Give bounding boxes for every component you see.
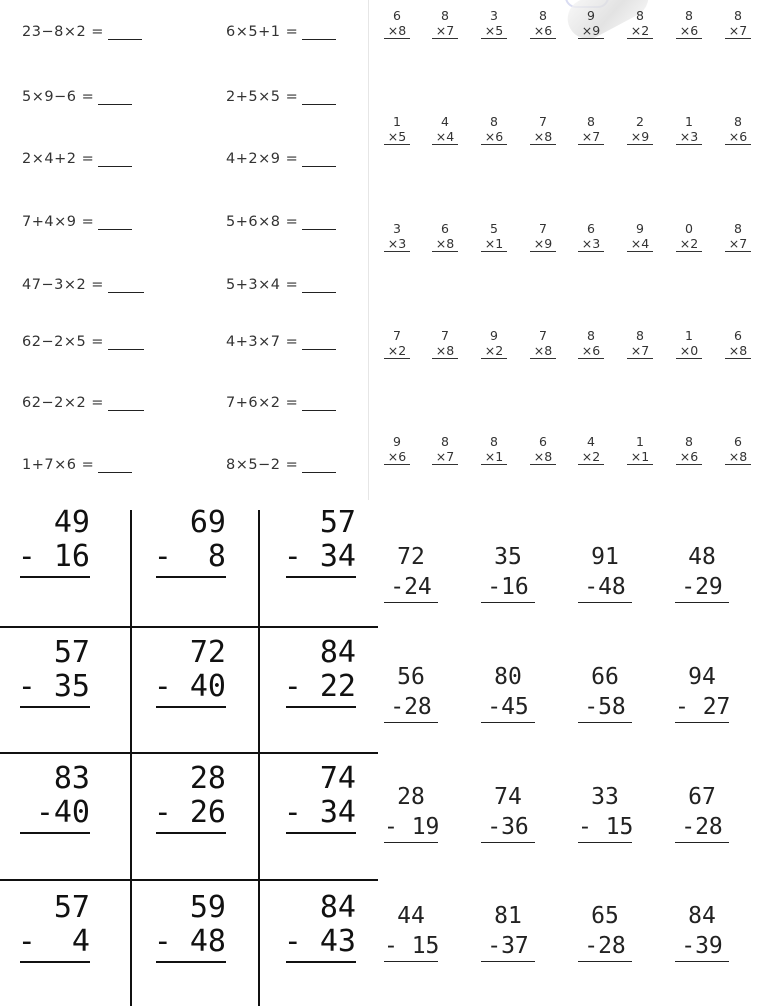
multiplication-problem: [725, 434, 751, 465]
multiplication-problem: [725, 328, 751, 359]
subtraction-problem: [384, 901, 438, 962]
minuend: 59: [189, 890, 226, 925]
subtrahend: -36: [481, 812, 535, 843]
multiplier: ×6: [676, 449, 702, 465]
minuend: 74: [319, 761, 356, 796]
multiplier: ×8: [725, 449, 751, 465]
multiplication-problem: [432, 328, 458, 359]
multiplier: ×2: [627, 23, 653, 39]
equation-text: 62−2×2 =: [22, 395, 104, 411]
answer-blank[interactable]: [98, 88, 132, 105]
subtrahend: - 34: [283, 539, 356, 574]
equation-right-4: [226, 213, 336, 230]
minuend: 72: [189, 635, 226, 670]
multiplier: ×7: [725, 236, 751, 252]
grid-line-horizontal-2: [0, 752, 378, 754]
multiplication-problem: [530, 114, 556, 145]
multiplier: ×2: [384, 343, 410, 359]
equation-text: 7+4×9 =: [22, 214, 95, 230]
answer-line[interactable]: [20, 832, 90, 834]
multiplicand: 9: [636, 221, 644, 236]
subtrahend: - 4: [17, 924, 90, 959]
subtrahend: - 16: [17, 539, 90, 574]
subtraction-problem: [578, 542, 632, 603]
subtrahend: - 40: [153, 669, 226, 704]
answer-line[interactable]: [156, 961, 226, 963]
multiplication-problem: [481, 8, 507, 39]
equation-text: 2×4+2 =: [22, 151, 95, 167]
equation-left-4: [22, 213, 132, 230]
grid-subtraction-problem: [126, 762, 226, 830]
multiplication-problem: [627, 328, 653, 359]
multiplier: ×8: [530, 129, 556, 145]
multiplicand: 8: [587, 328, 595, 343]
answer-blank[interactable]: [302, 88, 336, 105]
multiplicand: 8: [734, 221, 742, 236]
minuend: 80: [494, 664, 522, 690]
multiplier: ×7: [725, 23, 751, 39]
equation-text: 23−8×2 =: [22, 24, 104, 40]
multiplier: ×1: [481, 449, 507, 465]
subtraction-problem: [675, 901, 729, 962]
multiplicand: 6: [539, 434, 547, 449]
equation-text: 7+6×2 =: [226, 395, 299, 411]
multiplicand: 6: [734, 434, 742, 449]
multiplier: ×9: [578, 23, 604, 39]
multiplication-problem: [725, 8, 751, 39]
multiplicand: 8: [539, 8, 547, 23]
minuend: 57: [319, 505, 356, 540]
multiplicand: 7: [539, 328, 547, 343]
subtraction-problem: [675, 542, 729, 603]
multiplication-problem: [578, 8, 604, 39]
multiplication-worksheet: [368, 0, 768, 500]
multiplication-problem: [384, 114, 410, 145]
grid-line-horizontal-3: [0, 879, 378, 881]
multiplication-problem: [676, 434, 702, 465]
minuend: 48: [688, 544, 716, 570]
multiplicand: 3: [490, 8, 498, 23]
equation-text: 47−3×2 =: [22, 277, 104, 293]
multiplier: ×3: [676, 129, 702, 145]
grid-subtraction-problem: [0, 891, 90, 959]
minuend: 84: [319, 890, 356, 925]
multiplication-problem: [627, 221, 653, 252]
equation-text: 4+3×7 =: [226, 334, 299, 350]
multiplicand: 9: [490, 328, 498, 343]
minuend: 57: [53, 890, 90, 925]
grid-subtraction-problem: [256, 762, 356, 830]
multiplicand: 8: [734, 8, 742, 23]
multiplicand: 8: [441, 434, 449, 449]
multiplier: ×6: [481, 129, 507, 145]
minuend: 35: [494, 544, 522, 570]
multiplicand: 3: [393, 221, 401, 236]
multiplier: ×6: [384, 449, 410, 465]
answer-blank[interactable]: [108, 23, 142, 40]
multiplier: ×6: [578, 343, 604, 359]
grid-subtraction-problem: [126, 506, 226, 574]
subtrahend: - 48: [153, 924, 226, 959]
subtrahend: -39: [675, 931, 729, 962]
multiplication-problem: [432, 114, 458, 145]
multiplicand: 7: [539, 114, 547, 129]
answer-blank[interactable]: [98, 150, 132, 167]
minuend: 91: [591, 544, 619, 570]
multiplicand: 7: [539, 221, 547, 236]
multiplicand: 6: [441, 221, 449, 236]
multiplier: ×4: [432, 129, 458, 145]
subtraction-problem: [675, 662, 729, 723]
equation-text: 5×9−6 =: [22, 89, 95, 105]
answer-line[interactable]: [20, 961, 90, 963]
multiplication-problem: [384, 328, 410, 359]
subtrahend: - 34: [283, 795, 356, 830]
multiplier: ×8: [530, 449, 556, 465]
multiplication-problem: [530, 221, 556, 252]
multiplier: ×4: [627, 236, 653, 252]
subtraction-problem: [481, 662, 535, 723]
multiplier: ×8: [384, 23, 410, 39]
minuend: 84: [319, 635, 356, 670]
multiplication-problem: [627, 434, 653, 465]
multiplication-problem: [725, 114, 751, 145]
equation-right-5: [226, 276, 336, 293]
multiplication-problem: [676, 114, 702, 145]
equation-text: 5+6×8 =: [226, 214, 299, 230]
subtrahend: - 26: [153, 795, 226, 830]
multiplier: ×6: [530, 23, 556, 39]
grid-line-horizontal-1: [0, 626, 378, 628]
grid-subtraction-problem: [0, 636, 90, 704]
multiplication-problem: [578, 221, 604, 252]
multiplicand: 8: [587, 114, 595, 129]
subtraction-problem: [675, 782, 729, 843]
equation-right-1: [226, 23, 336, 40]
multiplier: ×5: [481, 23, 507, 39]
subtrahend: - 27: [675, 692, 729, 723]
grid-subtraction-problem: [126, 636, 226, 704]
equation-right-7: [226, 394, 336, 411]
multiplication-problem: [384, 221, 410, 252]
multiplication-problem: [578, 434, 604, 465]
subtraction-problem: [481, 782, 535, 843]
answer-blank[interactable]: [108, 333, 144, 350]
subtrahend: - 43: [283, 924, 356, 959]
answer-line[interactable]: [156, 706, 226, 708]
subtrahend: -16: [481, 572, 535, 603]
grid-subtraction-problem: [256, 506, 356, 574]
multiplicand: 8: [636, 328, 644, 343]
answer-line[interactable]: [20, 706, 90, 708]
minuend: 67: [688, 784, 716, 810]
subtrahend: - 35: [17, 669, 90, 704]
answer-line[interactable]: [286, 576, 356, 578]
equation-left-6: [22, 333, 144, 350]
answer-blank[interactable]: [98, 213, 132, 230]
multiplier: ×1: [481, 236, 507, 252]
multiplication-problem: [384, 8, 410, 39]
multiplicand: 2: [636, 114, 644, 129]
equation-text: 5+3×4 =: [226, 277, 299, 293]
multiplication-problem: [530, 328, 556, 359]
subtrahend: - 15: [384, 931, 438, 962]
minuend: 94: [688, 664, 716, 690]
multiplication-problem: [432, 434, 458, 465]
minuend: 74: [494, 784, 522, 810]
subtraction-problem: [578, 901, 632, 962]
multiplier: ×7: [578, 129, 604, 145]
multiplicand: 9: [393, 434, 401, 449]
answer-line[interactable]: [286, 706, 356, 708]
equation-text: 4+2×9 =: [226, 151, 299, 167]
multiplication-problem: [530, 434, 556, 465]
multiplier: ×6: [676, 23, 702, 39]
equation-right-2: [226, 88, 336, 105]
multiplicand: 1: [393, 114, 401, 129]
multiplicand: 8: [734, 114, 742, 129]
answer-line[interactable]: [156, 832, 226, 834]
multiplier: ×2: [578, 449, 604, 465]
subtraction-problem: [578, 662, 632, 723]
multiplier: ×5: [384, 129, 410, 145]
grid-subtraction-problem: [256, 891, 356, 959]
minuend: 49: [53, 505, 90, 540]
minuend: 66: [591, 664, 619, 690]
multiplicand: 1: [685, 328, 693, 343]
multiplication-problem: [432, 8, 458, 39]
answer-blank[interactable]: [302, 456, 336, 473]
multiplier: ×3: [578, 236, 604, 252]
multiplicand: 5: [490, 221, 498, 236]
minuend: 84: [688, 903, 716, 929]
multiplication-problem: [676, 328, 702, 359]
answer-blank[interactable]: [108, 276, 144, 293]
equation-left-1: [22, 23, 142, 40]
answer-line[interactable]: [156, 576, 226, 578]
minuend: 44: [397, 903, 425, 929]
multiplication-problem: [627, 114, 653, 145]
grid-subtraction-worksheet: [0, 506, 378, 1006]
subtrahend: - 19: [384, 812, 438, 843]
multiplier: ×2: [481, 343, 507, 359]
answer-blank[interactable]: [108, 394, 144, 411]
subtraction-problem: [384, 782, 438, 843]
multiplication-problem: [481, 434, 507, 465]
answer-blank[interactable]: [302, 394, 336, 411]
subtrahend: -29: [675, 572, 729, 603]
answer-blank[interactable]: [302, 213, 336, 230]
subtrahend: -24: [384, 572, 438, 603]
answer-blank[interactable]: [302, 333, 336, 350]
equation-left-2: [22, 88, 132, 105]
multiplier: ×7: [627, 343, 653, 359]
subtraction-problem: [481, 901, 535, 962]
subtraction-worksheet: [378, 506, 768, 1006]
equation-text: 8×5−2 =: [226, 457, 299, 473]
answer-line[interactable]: [286, 832, 356, 834]
subtraction-problem: [578, 782, 632, 843]
multiplication-problem: [481, 328, 507, 359]
minuend: 28: [189, 761, 226, 796]
minuend: 57: [53, 635, 90, 670]
multiplier: ×8: [432, 343, 458, 359]
multiplication-problem: [481, 114, 507, 145]
multiplicand: 6: [734, 328, 742, 343]
answer-line[interactable]: [20, 576, 90, 578]
multiplier: ×9: [530, 236, 556, 252]
multiplication-problem: [578, 328, 604, 359]
multiplication-problem: [481, 221, 507, 252]
order-of-operations-worksheet: [0, 0, 368, 500]
multiplication-problem: [432, 221, 458, 252]
multiplicand: 8: [636, 8, 644, 23]
subtraction-problem: [481, 542, 535, 603]
multiplicand: 6: [587, 221, 595, 236]
multiplicand: 8: [441, 8, 449, 23]
subtrahend: - 22: [283, 669, 356, 704]
grid-subtraction-problem: [256, 636, 356, 704]
subtrahend: -28: [578, 931, 632, 962]
multiplier: ×8: [432, 236, 458, 252]
multiplication-problem: [725, 221, 751, 252]
multiplier: ×2: [676, 236, 702, 252]
multiplier: ×0: [676, 343, 702, 359]
answer-blank[interactable]: [302, 23, 336, 40]
subtrahend: -28: [675, 812, 729, 843]
minuend: 56: [397, 664, 425, 690]
multiplication-problem: [530, 8, 556, 39]
grid-subtraction-problem: [0, 762, 90, 830]
equation-right-3: [226, 150, 336, 167]
subtrahend: -58: [578, 692, 632, 723]
subtrahend: -48: [578, 572, 632, 603]
multiplicand: 0: [685, 221, 693, 236]
multiplication-problem: [384, 434, 410, 465]
equation-left-7: [22, 394, 144, 411]
equation-left-5: [22, 276, 144, 293]
equation-text: 62−2×5 =: [22, 334, 104, 350]
multiplicand: 4: [587, 434, 595, 449]
multiplication-problem: [676, 8, 702, 39]
grid-subtraction-problem: [0, 506, 90, 574]
multiplier: ×8: [725, 343, 751, 359]
multiplicand: 6: [393, 8, 401, 23]
answer-line[interactable]: [286, 961, 356, 963]
subtrahend: - 8: [153, 539, 226, 574]
multiplication-problem: [578, 114, 604, 145]
minuend: 81: [494, 903, 522, 929]
multiplier: ×8: [530, 343, 556, 359]
multiplicand: 7: [393, 328, 401, 343]
multiplier: ×7: [432, 449, 458, 465]
minuend: 69: [189, 505, 226, 540]
minuend: 28: [397, 784, 425, 810]
equation-text: 1+7×6 =: [22, 457, 95, 473]
multiplier: ×9: [627, 129, 653, 145]
multiplication-problem: [676, 221, 702, 252]
multiplier: ×1: [627, 449, 653, 465]
multiplicand: 8: [685, 8, 693, 23]
multiplicand: 1: [685, 114, 693, 129]
multiplicand: 4: [441, 114, 449, 129]
multiplier: ×3: [384, 236, 410, 252]
equation-left-8: [22, 456, 132, 473]
subtraction-problem: [384, 542, 438, 603]
minuend: 83: [53, 761, 90, 796]
answer-blank[interactable]: [98, 456, 132, 473]
subtrahend: -40: [35, 795, 90, 830]
subtrahend: -28: [384, 692, 438, 723]
equation-right-6: [226, 333, 336, 350]
multiplier: ×7: [432, 23, 458, 39]
multiplicand: 8: [490, 114, 498, 129]
subtraction-problem: [384, 662, 438, 723]
multiplicand: 8: [685, 434, 693, 449]
minuend: 65: [591, 903, 619, 929]
multiplicand: 1: [636, 434, 644, 449]
minuend: 33: [591, 784, 619, 810]
equation-right-8: [226, 456, 336, 473]
answer-blank[interactable]: [302, 276, 336, 293]
multiplicand: 8: [490, 434, 498, 449]
subtrahend: -45: [481, 692, 535, 723]
equation-text: 2+5×5 =: [226, 89, 299, 105]
subtrahend: - 15: [578, 812, 632, 843]
multiplicand: 9: [587, 8, 595, 23]
subtrahend: -37: [481, 931, 535, 962]
answer-blank[interactable]: [302, 150, 336, 167]
equation-text: 6×5+1 =: [226, 24, 299, 40]
equation-left-3: [22, 150, 132, 167]
minuend: 72: [397, 544, 425, 570]
multiplier: ×6: [725, 129, 751, 145]
multiplication-problem: [627, 8, 653, 39]
multiplicand: 7: [441, 328, 449, 343]
grid-subtraction-problem: [126, 891, 226, 959]
